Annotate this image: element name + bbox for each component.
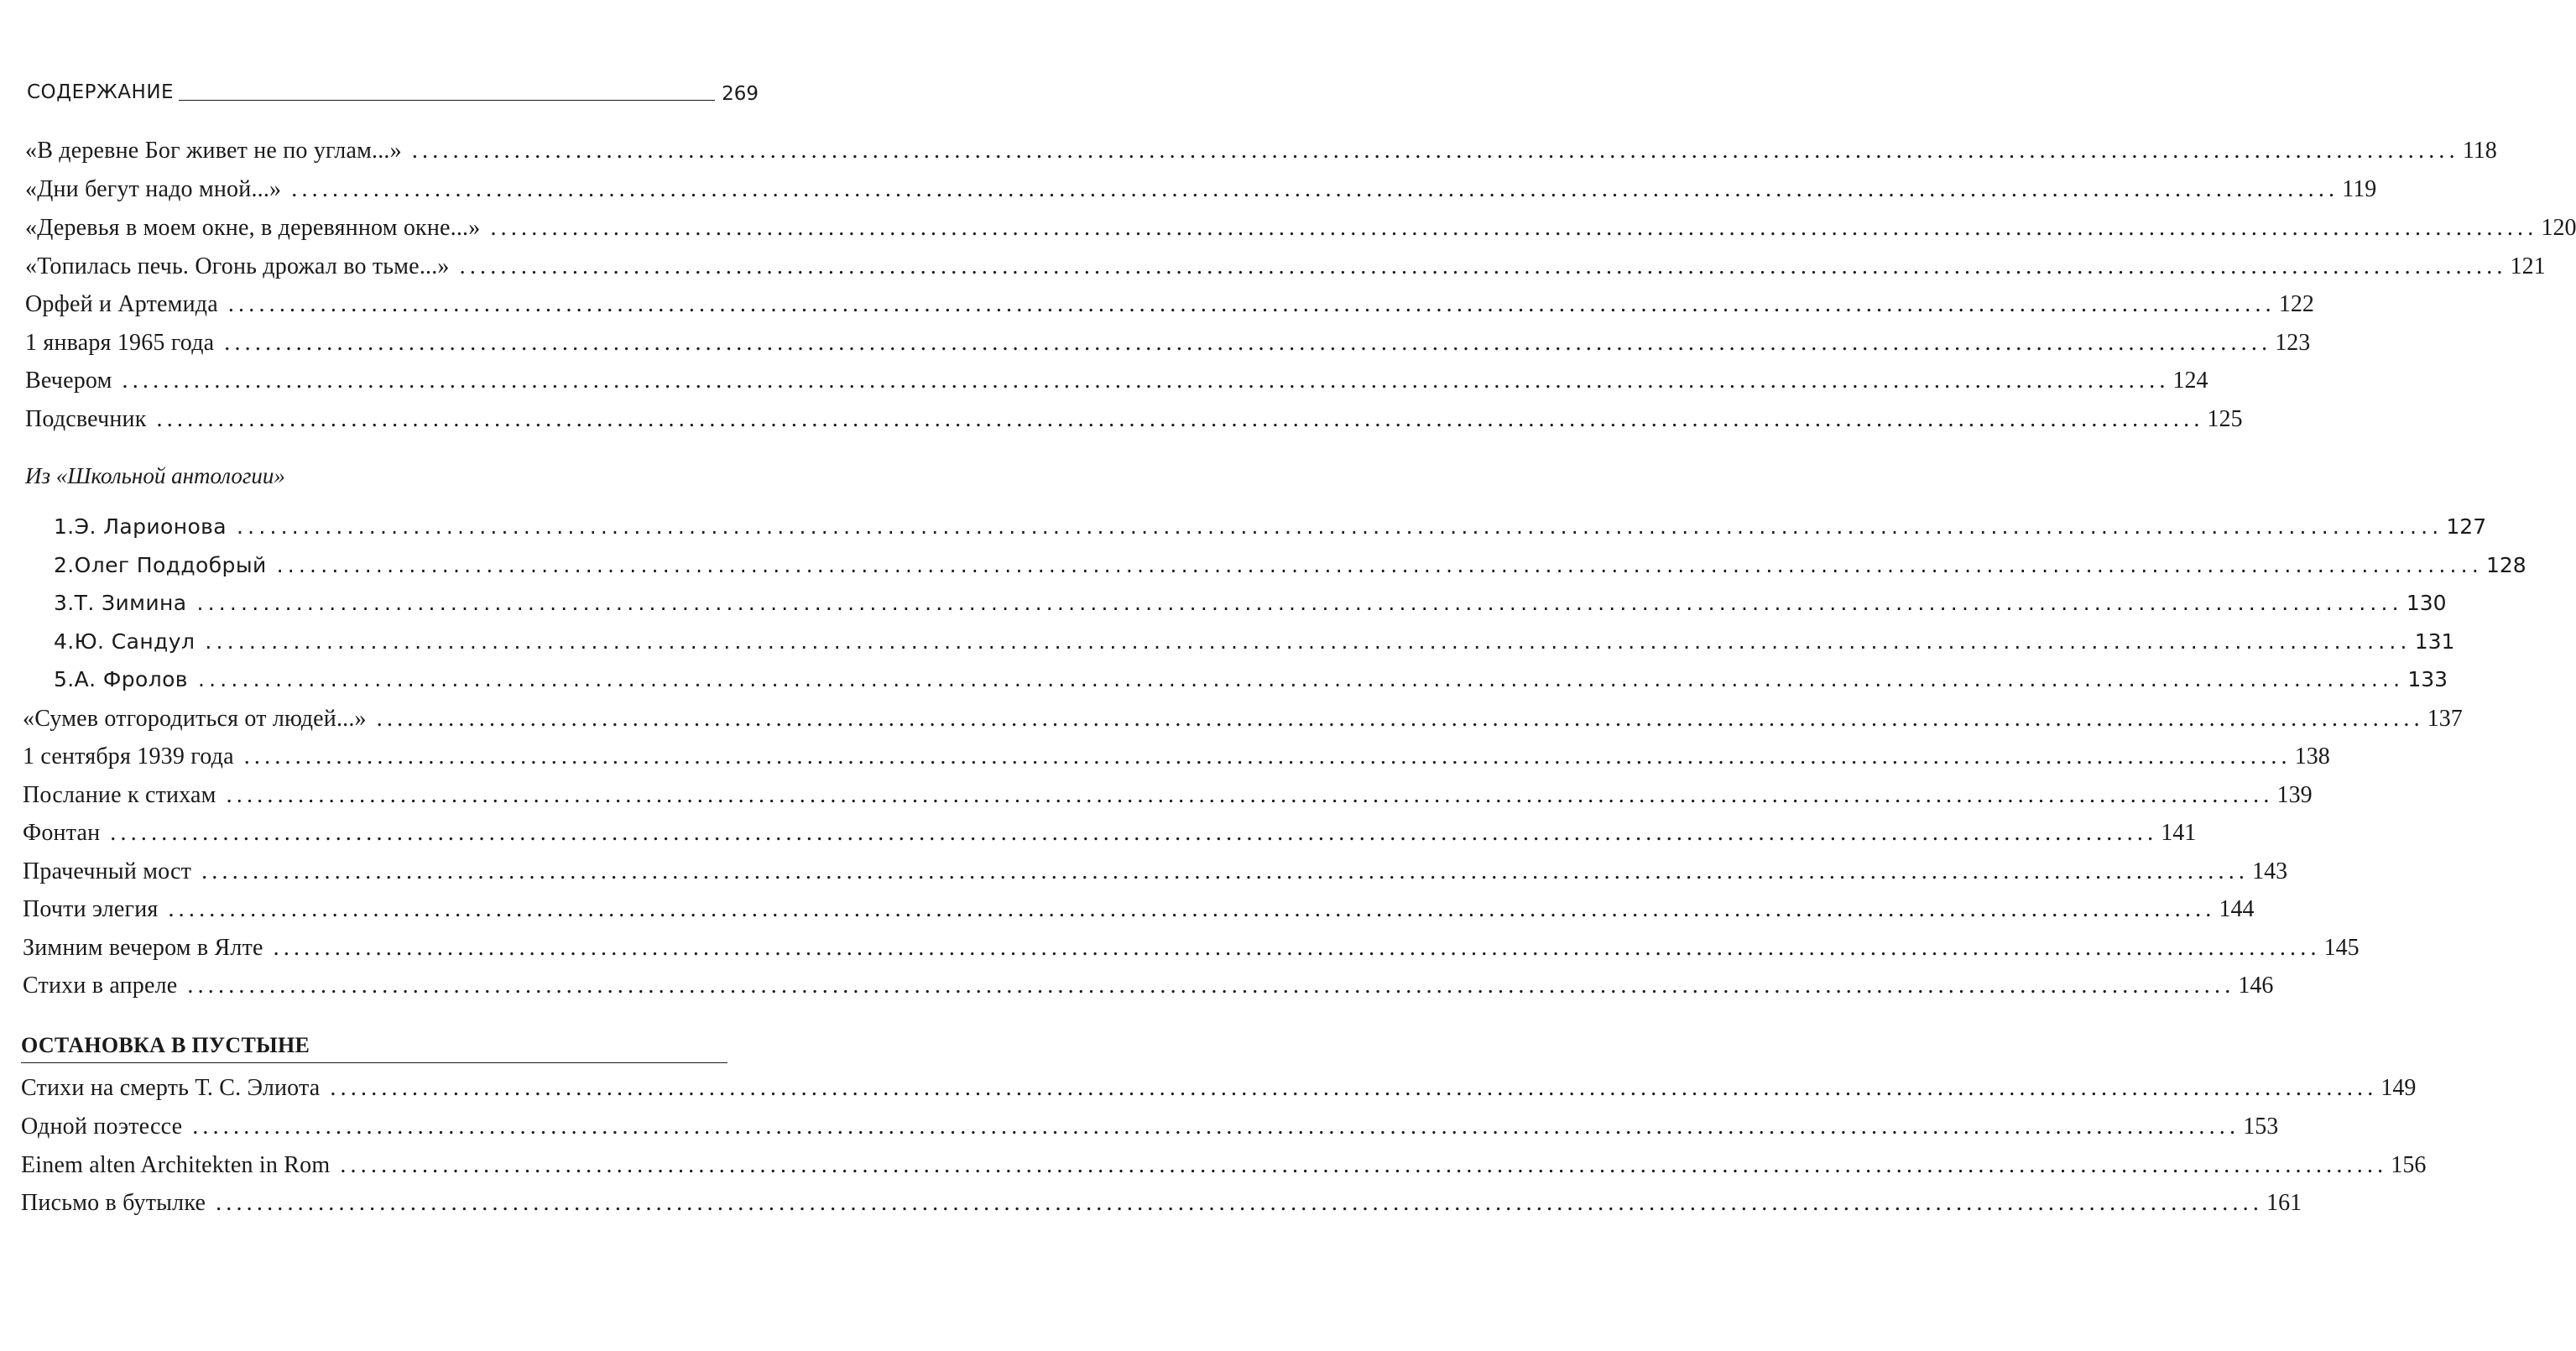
toc-entry-title: Почти элегия [23, 896, 159, 922]
toc-entry[interactable] [54, 625, 2455, 659]
toc-entry[interactable] [23, 779, 2313, 812]
toc-entry-page: 145 [2323, 935, 2360, 961]
toc-entry-page: 123 [2275, 330, 2311, 356]
toc-entry[interactable] [54, 549, 2526, 582]
toc-entry-title: Послание к стихам [23, 782, 216, 808]
toc-entry[interactable] [21, 1110, 2279, 1144]
dot-leader: ........................................................................................................................................................................................................ [227, 291, 2276, 317]
dot-leader: ........................................................................................................................................................................................................ [273, 935, 2321, 961]
dot-leader: ........................................................................................................................................................................................................ [237, 514, 2443, 539]
toc-entry-title: «В деревне Бог живет не по углам...» [25, 138, 402, 164]
running-head-title: СОДЕРЖАНИЕ [27, 81, 175, 103]
toc-entry-page: 144 [2219, 896, 2255, 922]
toc-entry[interactable] [25, 134, 2497, 168]
toc-entry[interactable] [54, 587, 2447, 620]
dot-leader: ........................................................................................................................................................................................................ [490, 215, 2538, 241]
dot-leader: ........................................................................................................................................................................................................ [196, 591, 2403, 615]
dot-leader: ........................................................................................................................................................................................................ [156, 406, 2204, 432]
toc-entry-page: 141 [2161, 820, 2197, 846]
section-rule [21, 1062, 727, 1063]
dot-leader: ........................................................................................................................................................................................................ [205, 629, 2412, 654]
toc-entry-title: Einem alten Architekten in Rom [21, 1152, 331, 1178]
dot-leader: ........................................................................................................................................................................................................ [187, 973, 2235, 999]
section-heading: ОСТАНОВКА В ПУСТЫНЕ [21, 1033, 310, 1057]
toc-entry-page: 120 [2541, 215, 2576, 241]
toc-entry-title: Орфей и Артемида [25, 291, 218, 317]
toc-entry[interactable] [25, 326, 2311, 360]
toc-entry-page: 149 [2380, 1075, 2417, 1101]
toc-entry[interactable] [23, 816, 2197, 850]
dot-leader: ........................................................................................................................................................................................................ [122, 368, 2170, 394]
dot-leader: ........................................................................................................................................................................................................ [224, 330, 2272, 356]
dot-leader: ........................................................................................................................................................................................................ [192, 1114, 2240, 1140]
toc-entry-title: Вечером [25, 368, 112, 394]
toc-entry-title: Стихи в апреле [23, 973, 178, 999]
toc-entry[interactable] [54, 663, 2448, 696]
dot-leader: ........................................................................................................................................................................................................ [340, 1152, 2388, 1178]
toc-entry-page: 156 [2391, 1152, 2427, 1178]
toc-entry[interactable] [23, 855, 2288, 889]
toc-entry-page: 125 [2207, 406, 2243, 432]
dot-leader: ........................................................................................................................................................................................................ [276, 553, 2483, 577]
toc-entry-title: 1 января 1965 года [25, 330, 215, 356]
page-number: 269 [722, 83, 759, 105]
toc-entry-title: «Сумев отгородиться от людей...» [23, 706, 367, 732]
toc-entry-title: Одной поэтессе [21, 1114, 183, 1140]
dot-leader: ........................................................................................................................................................................................................ [216, 1190, 2264, 1216]
toc-entry-page: 153 [2243, 1114, 2279, 1140]
toc-entry[interactable] [21, 1072, 2417, 1105]
toc-entry-title: Олег Поддобрый [74, 553, 267, 577]
toc-entry-title: «Деревья в моем окне, в деревянном окне...» [25, 215, 481, 241]
anthology-heading: Из «Школьной антологии» [25, 463, 285, 488]
dot-leader: ........................................................................................................................................................................................................ [226, 782, 2274, 808]
toc-entry-title: Ю. Сандул [74, 629, 196, 654]
toc-entry-title: Подсвечник [25, 406, 147, 432]
toc-entry[interactable] [23, 931, 2360, 965]
toc-entry[interactable] [25, 364, 2208, 398]
toc-entry[interactable] [23, 893, 2255, 926]
toc-entry-title: «Дни бегут надо мной...» [25, 176, 282, 202]
toc-entry-page: 133 [2407, 667, 2448, 691]
dot-leader: ........................................................................................................................................................................................................ [459, 253, 2507, 279]
dot-leader: ........................................................................................................................................................................................................ [411, 138, 2459, 164]
toc-entry[interactable] [23, 740, 2330, 774]
toc-entry-page: 139 [2276, 782, 2313, 808]
dot-leader: ........................................................................................................................................................................................................ [201, 858, 2250, 884]
toc-entry-page: 128 [2485, 553, 2526, 577]
dot-leader: ........................................................................................................................................................................................................ [330, 1075, 2378, 1101]
toc-entry-page: 143 [2252, 858, 2288, 884]
toc-entry-title: Зимним вечером в Ялте [23, 935, 263, 961]
toc-entry[interactable] [25, 288, 2314, 321]
toc-entry-number: 4. [54, 629, 75, 654]
toc-entry[interactable] [23, 702, 2463, 736]
dot-leader: ........................................................................................................................................................................................................ [197, 667, 2405, 691]
toc-entry-page: 138 [2294, 743, 2330, 769]
toc-entry-title: Э. Ларионова [74, 514, 227, 539]
dot-leader: ........................................................................................................................................................................................................ [110, 820, 2158, 846]
dot-leader: ........................................................................................................................................................................................................ [243, 743, 2292, 769]
toc-entry[interactable] [21, 1187, 2302, 1220]
toc-entry-page: 161 [2266, 1190, 2302, 1216]
toc-entry-title: Стихи на смерть Т. С. Элиота [21, 1075, 321, 1101]
running-head-rule [179, 100, 715, 101]
dot-leader: ........................................................................................................................................................................................................ [376, 706, 2424, 732]
toc-entry-page: 121 [2510, 253, 2546, 279]
toc-entry-title: Т. Зимина [74, 591, 187, 615]
toc-entry-title: Письмо в бутылке [21, 1190, 206, 1216]
toc-entry-title: Фонтан [23, 820, 101, 846]
toc-entry-page: 124 [2172, 368, 2208, 394]
toc-entry-title: Прачечный мост [23, 858, 192, 884]
toc-entry-number: 5. [54, 667, 75, 691]
toc-entry-page: 118 [2462, 138, 2497, 164]
toc-entry[interactable] [25, 403, 2243, 436]
running-head [27, 77, 759, 104]
toc-entry-title: «Топилась печь. Огонь дрожал во тьме...» [25, 253, 450, 279]
toc-entry-page: 146 [2238, 973, 2274, 999]
toc-entry[interactable] [25, 211, 2576, 245]
toc-entry-title: А. Фролов [74, 667, 188, 691]
toc-entry-number: 3. [54, 591, 75, 615]
toc-entry[interactable] [25, 250, 2546, 284]
toc-entry-page: 122 [2278, 291, 2314, 317]
dot-leader: ........................................................................................................................................................................................................ [168, 896, 2216, 922]
toc-entry[interactable] [21, 1149, 2427, 1182]
toc-entry-page: 130 [2406, 591, 2447, 615]
toc-entry-page: 119 [2342, 176, 2377, 202]
toc-entry-page: 127 [2446, 514, 2487, 539]
toc-entry[interactable] [54, 510, 2487, 544]
toc-entry-number: 1. [54, 514, 75, 539]
toc-entry-page: 137 [2427, 706, 2463, 732]
toc-entry-number: 2. [54, 553, 75, 577]
toc-entry[interactable] [25, 173, 2377, 206]
toc-entry-title: 1 сентября 1939 года [23, 743, 234, 769]
toc-entry-page: 131 [2414, 629, 2455, 654]
dot-leader: ........................................................................................................................................................................................................ [291, 176, 2339, 202]
toc-entry[interactable] [23, 969, 2274, 1003]
